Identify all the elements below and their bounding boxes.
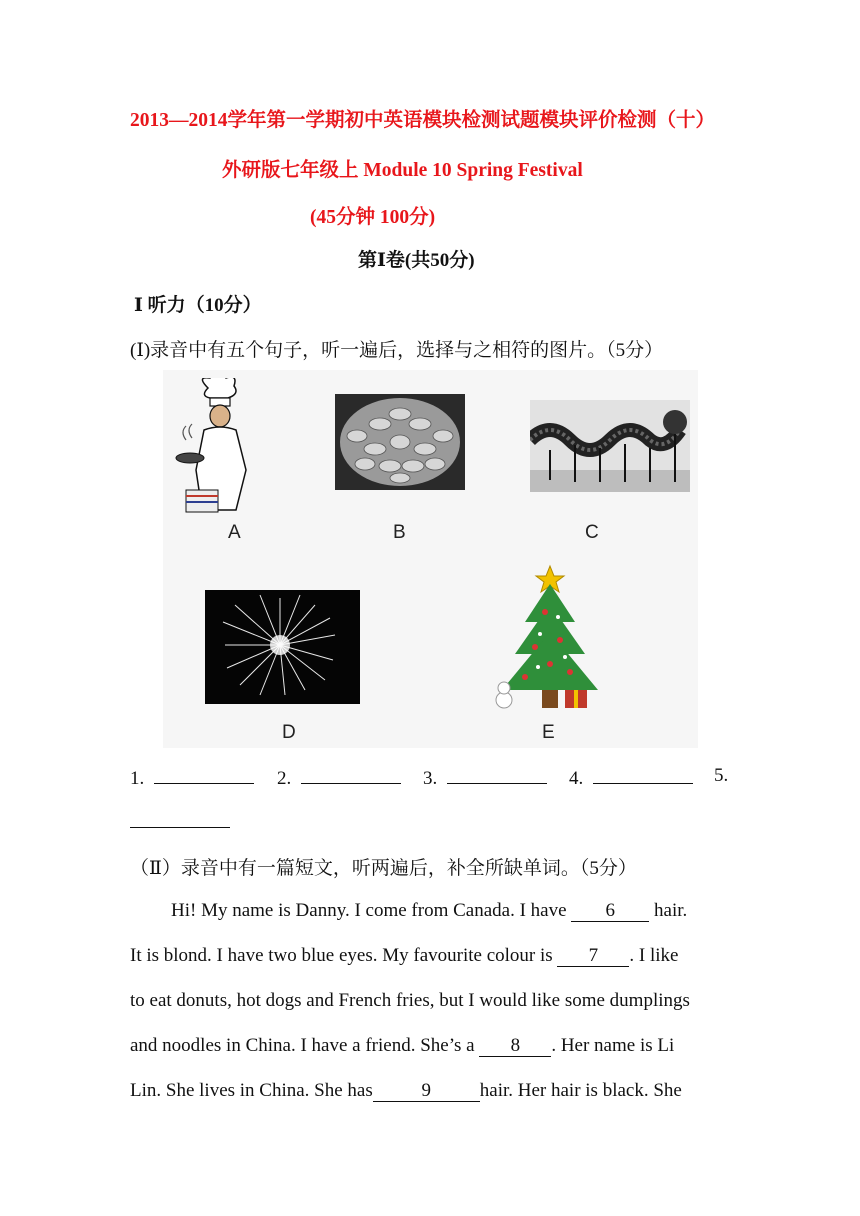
- part1-instruction: (Ⅰ)录音中有五个句子，听一遍后，选择与之相符的图片。（5分）: [130, 340, 664, 361]
- answer-number: 2.: [277, 768, 292, 789]
- answer-blank[interactable]: [447, 765, 547, 784]
- passage-text: and noodles in China. I have a friend. She’s a: [130, 1035, 480, 1056]
- dumplings-plate-image: [335, 394, 465, 490]
- answer-number: 4.: [569, 768, 584, 789]
- blank-8[interactable]: 8: [479, 1036, 551, 1057]
- picture-label-e: E: [542, 722, 555, 743]
- passage-line-5: [130, 1080, 682, 1102]
- picture-label-c: C: [585, 522, 599, 543]
- answer-number: 1.: [130, 768, 145, 789]
- answer-blank[interactable]: [301, 765, 401, 784]
- passage-text: . I like: [629, 945, 679, 966]
- passage-text: . Her name is Li: [551, 1035, 675, 1056]
- answer-number: 3.: [423, 768, 438, 789]
- picture-label-a: A: [228, 522, 241, 543]
- answer-5-number: 5.: [714, 765, 729, 786]
- chef-cooking-image: [168, 378, 263, 513]
- picture-label-d: D: [282, 722, 296, 743]
- passage-text: hair. Her hair is black. She: [479, 1080, 682, 1101]
- blank-7[interactable]: 7: [557, 946, 629, 967]
- exam-title: 2013—2014学年第一学期初中英语模块检测试题模块评价检测（十）: [130, 110, 716, 131]
- exam-subtitle: 外研版七年级上 Module 10 Spring Festival: [222, 160, 583, 181]
- section-heading: Ⅰ 听力（10分）: [134, 295, 262, 316]
- passage-line-4: [130, 1035, 674, 1057]
- passage-text: hair.: [649, 900, 688, 921]
- answer-blank[interactable]: [154, 765, 254, 784]
- christmas-tree-image: [490, 562, 605, 722]
- answer-5[interactable]: [130, 809, 230, 834]
- exam-duration: (45分钟 100分): [310, 207, 436, 228]
- picture-panel: [163, 370, 698, 748]
- passage-text: Lin. She lives in China. She has: [130, 1080, 373, 1101]
- answer-3[interactable]: [423, 765, 547, 790]
- blank-6[interactable]: 6: [571, 901, 649, 922]
- passage-line-1: [171, 900, 687, 922]
- passage-line-2: [130, 945, 679, 967]
- answer-2[interactable]: [277, 765, 401, 790]
- answer-1[interactable]: [130, 765, 254, 790]
- picture-label-b: B: [393, 522, 406, 543]
- answer-blank[interactable]: [593, 765, 693, 784]
- part2-instruction: （Ⅱ）录音中有一篇短文，听两遍后，补全所缺单词。（5分）: [130, 858, 637, 879]
- dragon-dance-image: [530, 400, 690, 492]
- passage-line-3: to eat donuts, hot dogs and French fries, but I would like some dumplings: [130, 990, 690, 1011]
- passage-text: Hi! My name is Danny. I come from Canada. I have: [171, 900, 572, 921]
- blank-9[interactable]: 9: [373, 1081, 480, 1102]
- fireworks-image: [205, 590, 360, 704]
- passage-text: It is blond. I have two blue eyes. My favourite colour is: [130, 945, 558, 966]
- volume-label: 第Ⅰ卷(共50分): [358, 250, 475, 271]
- answer-blank[interactable]: [130, 809, 230, 828]
- answer-4[interactable]: [569, 765, 693, 790]
